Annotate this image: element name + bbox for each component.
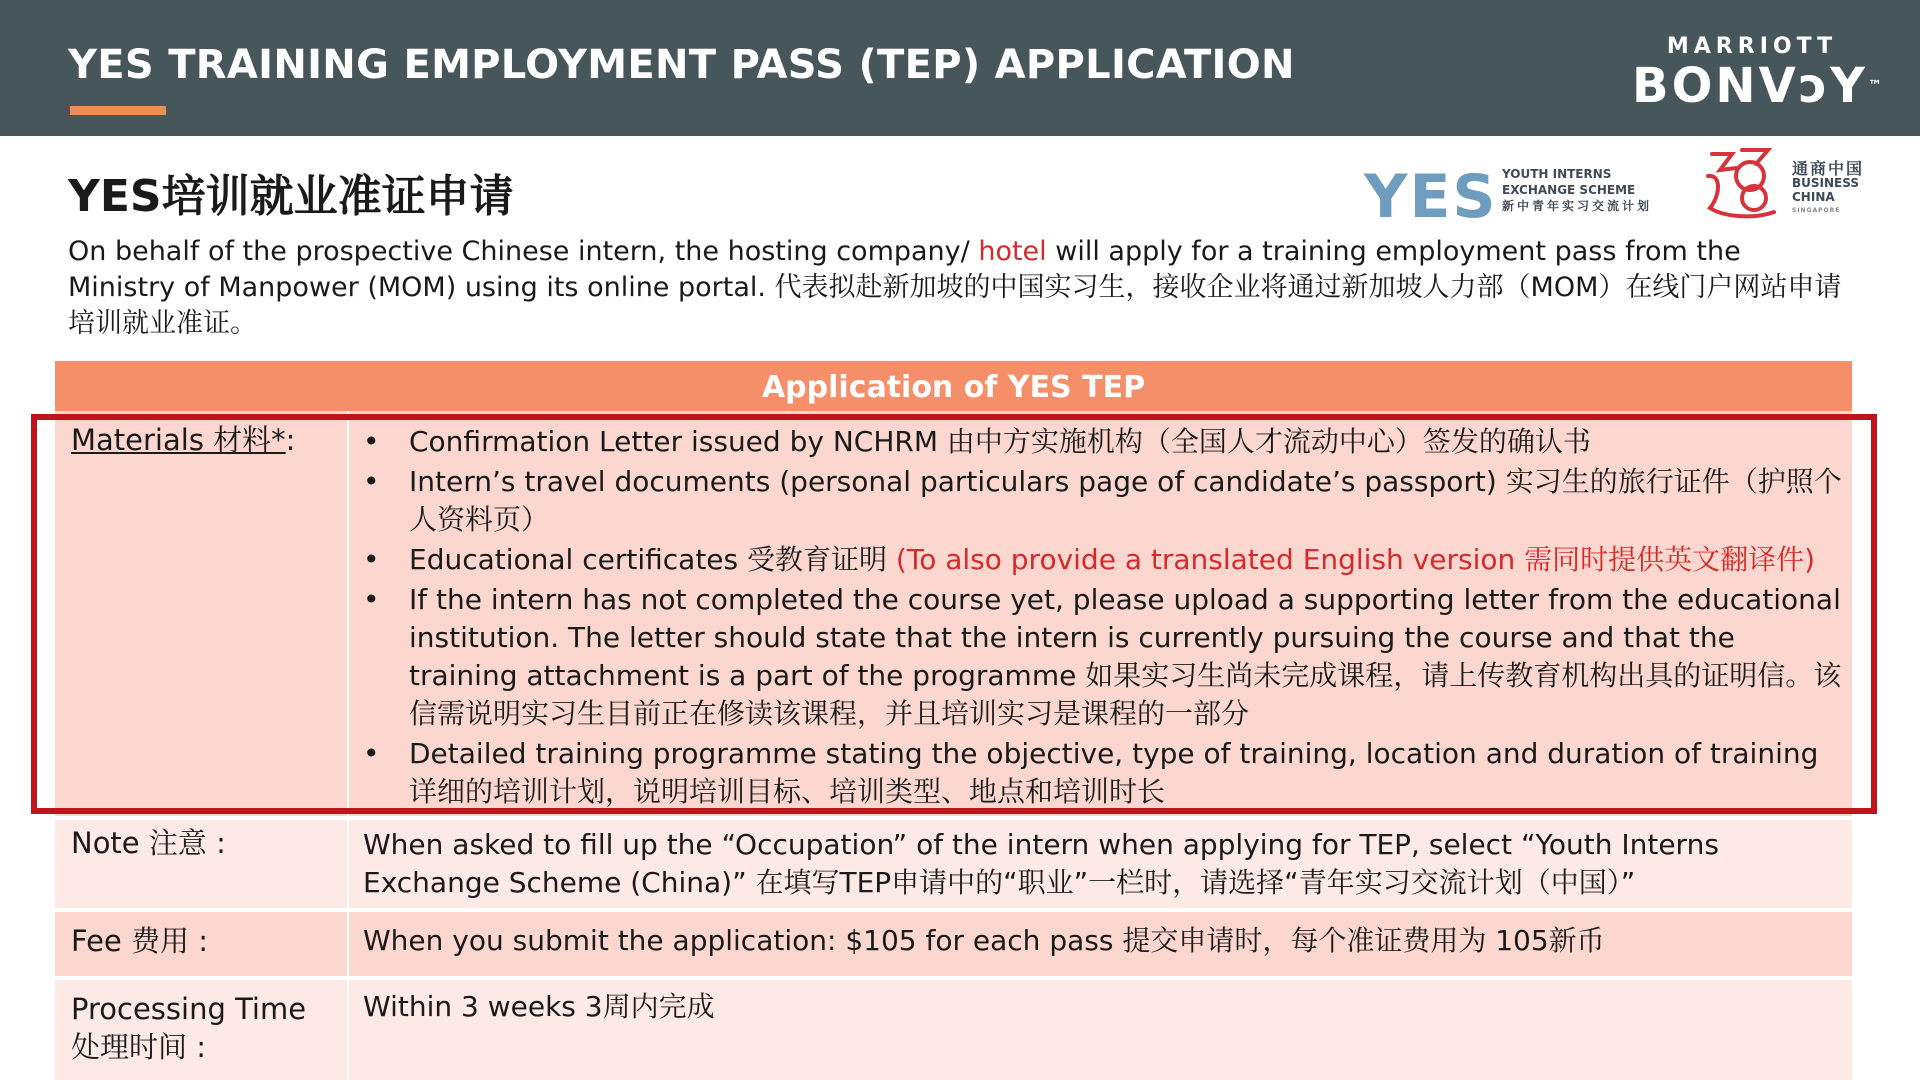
page-title: YES TRAINING EMPLOYMENT PASS (TEP) APPLICATION [68, 42, 1295, 88]
processing-label-line1: Processing Time [71, 992, 307, 1026]
intro-paragraph [68, 234, 1848, 342]
processing-label [71, 990, 306, 1066]
bullet: • [363, 465, 380, 498]
bc-line4: SINGAPORE [1792, 207, 1841, 214]
table-heading: Application of YES TEP [55, 361, 1852, 411]
bullet: • [363, 543, 380, 576]
bullet: • [363, 425, 380, 458]
header-bar [0, 0, 1920, 136]
brand-main-text [1632, 58, 1882, 114]
note-content-cell [349, 820, 1852, 908]
yes-line3: 新中青年实习交流计划 [1502, 199, 1653, 213]
processing-label-cell [55, 980, 347, 1080]
note-text: When asked to fill up the “Occupation” of the intern when applying for TEP, select “Youth Interns Exchange Scheme (China)” 在填写TEP申请中的“职业”一栏时，请选择“青年实习交流计划（中国）” [363, 828, 1719, 899]
fee-content-cell [349, 912, 1852, 976]
brand-main-word: BONVɔY [1632, 58, 1868, 114]
materials-label-suffix: : [285, 423, 296, 457]
intro-part2: will apply for a training employment pass from the Ministry of Manpower (MOM) using its online portal. 代表拟赴新加坡的中国实习生，接收企业将通过新加坡人力部（MOM）在线门户网站申请培训就业准证。 [68, 236, 1842, 339]
intro-part1: On behalf of the prospective Chinese intern, the hosting company/ [68, 236, 979, 267]
materials-item-text: Confirmation Letter issued by NCHRM 由中方实施机构（全国人才流动中心）签发的确认书 [409, 425, 1591, 458]
processing-content-cell [349, 980, 1852, 1080]
materials-highlight-box [31, 414, 1877, 814]
materials-label-text: Materials 材料* [71, 423, 286, 457]
marriott-bonvoy-logo [1632, 34, 1882, 114]
bullet: • [363, 737, 380, 770]
materials-item-note: (To also provide a translated English version 需同时提供英文翻译件) [895, 543, 1816, 576]
materials-item-text: Intern’s travel documents (personal particulars page of candidate’s passport) 实习生的旅行证件（护照个人资料页） [409, 465, 1842, 536]
fee-label: Fee 费用 : [71, 924, 208, 958]
materials-item-text: If the intern has not completed the course yet, please upload a supporting letter from the educational institution. The letter should state that the intern is currently pursuing the course and that the training attachment is a part of the programme 如果实习生尚未完成课程，请上传教育机构出具的证明信。该信需说明实习生目前正在修读该课程，并且培训实习是课程的一部分 [409, 583, 1842, 730]
business-china-emblem-icon [1702, 146, 1780, 224]
bc-line2: BUSINESS [1792, 176, 1859, 190]
yes-logo-text [1502, 166, 1652, 214]
yes-line1: YOUTH INTERNS [1502, 167, 1612, 181]
note-label: Note 注意 : [71, 826, 226, 860]
yes-line2: EXCHANGE SCHEME [1502, 183, 1636, 197]
fee-text: When you submit the application: $105 for each pass 提交申请时，每个准证费用为 105新币 [363, 924, 1605, 957]
page-subtitle: YES培训就业准证申请 [68, 171, 514, 222]
fee-label-cell [55, 912, 347, 976]
title-underline [70, 106, 166, 115]
note-label-cell [55, 820, 347, 908]
brand-top-text: MARRIOTT [1666, 34, 1838, 59]
bc-line1: 通商中国 [1792, 159, 1865, 178]
fee-row [55, 912, 1852, 976]
bullet: • [363, 583, 380, 616]
intro-highlight: hotel [978, 236, 1047, 267]
note-row [55, 820, 1852, 908]
yes-logo: YES [1364, 162, 1498, 232]
materials-item-text: Educational certificates 受教育证明 [409, 543, 896, 576]
processing-label-line2: 处理时间 : [71, 1030, 206, 1064]
bc-line3: CHINA [1792, 190, 1835, 204]
materials-item-text: Detailed training programme stating the objective, type of training, location and duration of training 详细的培训计划，说明培训目标、培训类型、地点和培训时长 [409, 737, 1819, 808]
trademark-mark: ™ [1867, 78, 1882, 94]
processing-row [55, 980, 1852, 1080]
processing-text: Within 3 weeks 3周内完成 [363, 990, 715, 1023]
business-china-text [1792, 159, 1865, 218]
